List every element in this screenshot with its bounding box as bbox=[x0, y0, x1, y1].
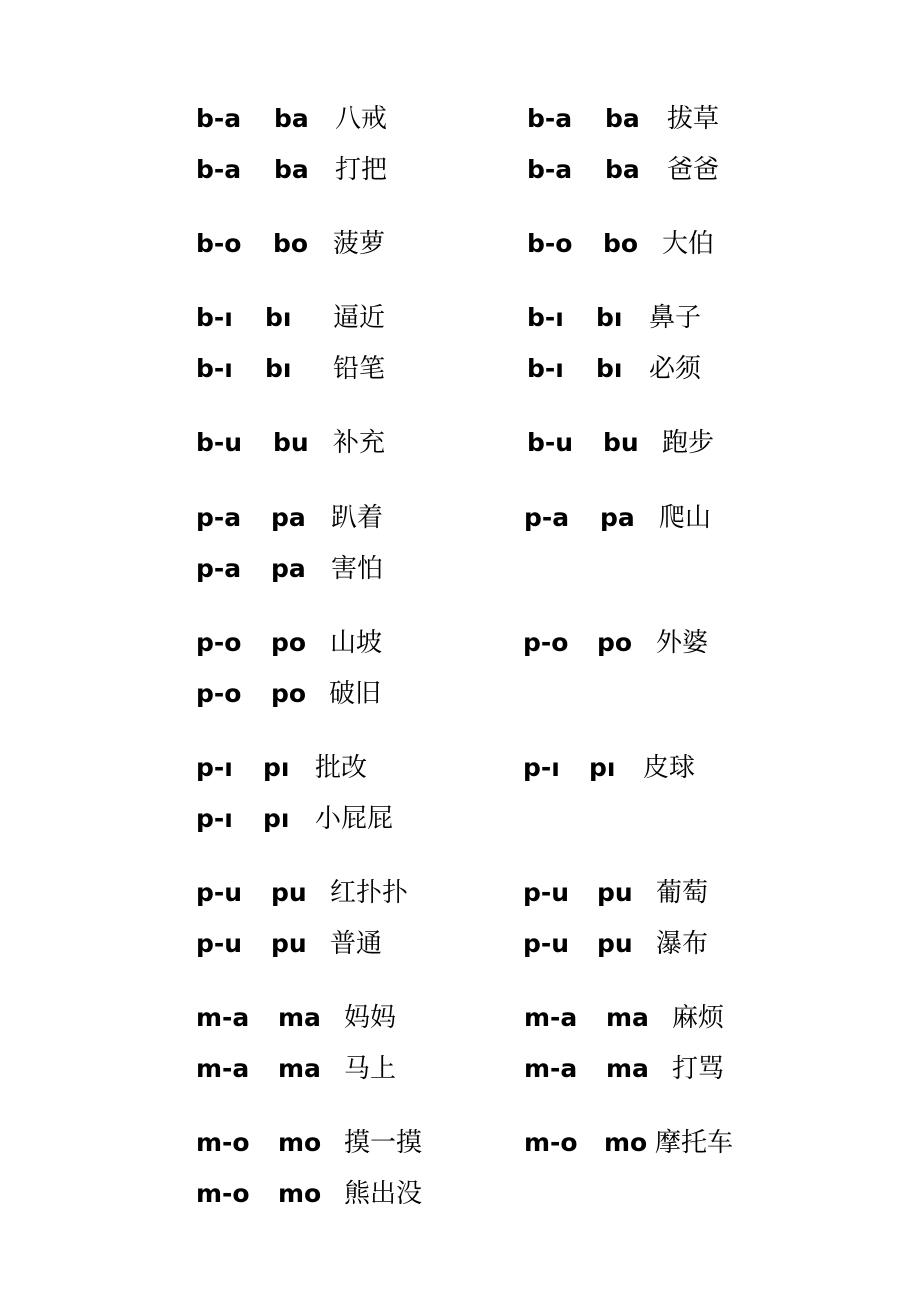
spelling: b-ı bbox=[527, 354, 564, 383]
syllable: mo bbox=[278, 1179, 322, 1208]
syllable: pu bbox=[271, 929, 307, 958]
spelling: p-o bbox=[196, 679, 242, 708]
spelling: b-a bbox=[196, 155, 242, 184]
word: 菠萝 bbox=[333, 229, 386, 259]
syllable: bı bbox=[596, 303, 623, 332]
word: 害怕 bbox=[331, 554, 384, 584]
word: 麻烦 bbox=[672, 1003, 725, 1033]
syllable: mo bbox=[604, 1128, 648, 1157]
syllable: ma bbox=[278, 1054, 321, 1083]
spelling: m-a bbox=[196, 1003, 250, 1032]
word: 补充 bbox=[333, 428, 386, 458]
word: 摸一摸 bbox=[344, 1128, 423, 1158]
spelling: p-ı bbox=[196, 753, 233, 782]
spelling: m-a bbox=[524, 1003, 578, 1032]
spelling: m-o bbox=[196, 1128, 250, 1157]
word: 鼻子 bbox=[649, 303, 702, 333]
word: 爬山 bbox=[659, 503, 712, 533]
syllable: po bbox=[271, 628, 307, 657]
syllable: pa bbox=[600, 503, 635, 532]
spelling: b-o bbox=[196, 229, 242, 258]
spelling: b-a bbox=[196, 104, 242, 133]
spelling: p-ı bbox=[523, 753, 560, 782]
word: 皮球 bbox=[643, 753, 696, 783]
word: 跑步 bbox=[662, 428, 715, 458]
syllable: bo bbox=[273, 229, 309, 258]
spelling: b-a bbox=[527, 104, 573, 133]
syllable: pa bbox=[271, 554, 306, 583]
spelling: p-u bbox=[196, 878, 243, 907]
word: 山坡 bbox=[330, 628, 383, 658]
word: 妈妈 bbox=[344, 1003, 397, 1033]
word: 葡萄 bbox=[656, 878, 709, 908]
spelling: p-o bbox=[196, 628, 242, 657]
spelling: m-o bbox=[524, 1128, 578, 1157]
word: 破旧 bbox=[329, 679, 382, 709]
syllable: bı bbox=[265, 354, 292, 383]
word: 瀑布 bbox=[656, 929, 709, 959]
syllable: bı bbox=[596, 354, 623, 383]
spelling: b-o bbox=[527, 229, 573, 258]
spelling: p-u bbox=[196, 929, 243, 958]
spelling: m-a bbox=[196, 1054, 250, 1083]
word: 批改 bbox=[315, 753, 368, 783]
word: 逼近 bbox=[333, 303, 386, 333]
spelling: p-ı bbox=[196, 804, 233, 833]
word: 铅笔 bbox=[333, 354, 386, 384]
spelling: p-u bbox=[523, 878, 570, 907]
syllable: mo bbox=[278, 1128, 322, 1157]
syllable: pı bbox=[263, 753, 290, 782]
word: 大伯 bbox=[662, 229, 715, 259]
syllable: ma bbox=[606, 1054, 649, 1083]
syllable: bo bbox=[603, 229, 639, 258]
syllable: po bbox=[271, 679, 307, 708]
spelling: b-ı bbox=[196, 303, 233, 332]
syllable: pı bbox=[589, 753, 616, 782]
spelling: m-o bbox=[196, 1179, 250, 1208]
word: 爸爸 bbox=[667, 155, 720, 185]
syllable: pu bbox=[597, 878, 633, 907]
spelling: m-a bbox=[524, 1054, 578, 1083]
word: 马上 bbox=[344, 1054, 397, 1084]
word: 普通 bbox=[330, 929, 383, 959]
syllable: ba bbox=[605, 104, 640, 133]
syllable: ba bbox=[605, 155, 640, 184]
word: 趴着 bbox=[331, 503, 384, 533]
word: 红扑扑 bbox=[330, 878, 409, 908]
syllable: ma bbox=[606, 1003, 649, 1032]
syllable: bu bbox=[273, 428, 309, 457]
spelling: p-a bbox=[524, 503, 570, 532]
syllable: po bbox=[597, 628, 633, 657]
syllable: pa bbox=[271, 503, 306, 532]
word: 打把 bbox=[335, 155, 388, 185]
word: 必须 bbox=[649, 354, 702, 384]
spelling: b-ı bbox=[527, 303, 564, 332]
spelling: p-o bbox=[523, 628, 569, 657]
syllable: pı bbox=[263, 804, 290, 833]
spelling: b-u bbox=[527, 428, 574, 457]
syllable: ba bbox=[274, 155, 309, 184]
word: 小屁屁 bbox=[315, 804, 394, 834]
syllable: pu bbox=[597, 929, 633, 958]
spelling: b-a bbox=[527, 155, 573, 184]
spelling: b-ı bbox=[196, 354, 233, 383]
word: 拔草 bbox=[667, 104, 720, 134]
word: 外婆 bbox=[656, 628, 709, 658]
word: 八戒 bbox=[335, 104, 388, 134]
word: 熊出没 bbox=[344, 1179, 423, 1209]
spelling: p-a bbox=[196, 503, 242, 532]
syllable: ma bbox=[278, 1003, 321, 1032]
word: 打骂 bbox=[672, 1054, 725, 1084]
spelling: p-a bbox=[196, 554, 242, 583]
syllable: ba bbox=[274, 104, 309, 133]
syllable: pu bbox=[271, 878, 307, 907]
word: 摩托车 bbox=[655, 1128, 734, 1158]
syllable: bı bbox=[265, 303, 292, 332]
spelling: p-u bbox=[523, 929, 570, 958]
spelling: b-u bbox=[196, 428, 243, 457]
syllable: bu bbox=[603, 428, 639, 457]
